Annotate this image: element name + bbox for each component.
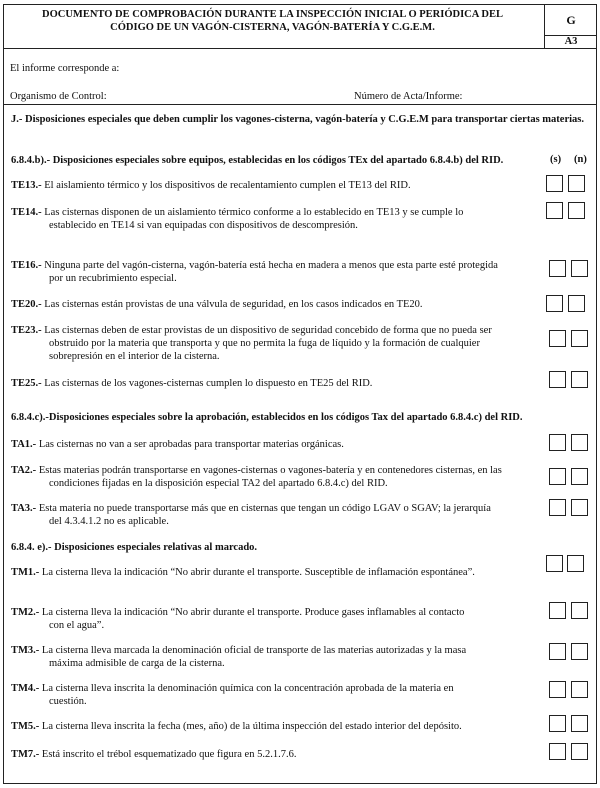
item-te25: TE25.- Las cisternas de los vagones-cisternas cumplen lo dispuesto en TE25 del RID. xyxy=(11,378,373,389)
checkbox-ta3-no[interactable] xyxy=(571,499,588,516)
checkbox-te25-yes[interactable] xyxy=(549,371,566,388)
checkbox-te20-no[interactable] xyxy=(568,295,585,312)
form-code-number: A3 xyxy=(564,36,578,47)
checkbox-tm7-yes[interactable] xyxy=(549,743,566,760)
checkbox-te25-no[interactable] xyxy=(571,371,588,388)
checkbox-tm2-yes[interactable] xyxy=(549,602,566,619)
checkbox-tm4-yes[interactable] xyxy=(549,681,566,698)
item-te23: TE23.- Las cisternas deben de estar provistas de un dispositivo de seguridad concebido de forma que no pueda ser obstruido por la materia que transporta y que no permita la fuga de líquido y la formación de cualquier sobrepresión en el interior de la cisterna. xyxy=(11,325,492,362)
form-code-box xyxy=(544,5,597,48)
item-tm4: TM4.- La cisterna lleva inscrita la denominación química con la concentración aprobada de la materia en cuestión. xyxy=(11,683,454,707)
report-label: El informe corresponde a: xyxy=(10,63,120,74)
checkbox-tm4-no[interactable] xyxy=(571,681,588,698)
control-organism-field[interactable]: Organismo de Control: xyxy=(10,91,107,102)
column-yes-header: (s) xyxy=(550,154,562,165)
checkbox-tm3-no[interactable] xyxy=(571,643,588,660)
checkbox-te16-yes[interactable] xyxy=(549,260,566,277)
subsection-c-title: 6.8.4.c).-Disposiciones especiales sobre la aprobación, establecidos en los códigos Tax del apartado 6.8.4.c) del RID. xyxy=(11,412,523,423)
divider xyxy=(4,104,596,105)
item-ta1: TA1.- Las cisternas no van a ser aprobadas para transportar materias orgánicas. xyxy=(11,439,344,450)
item-te14: TE14.- Las cisternas disponen de un aislamiento térmico conforme a lo establecido en TE13 y se cumple lo establecido en TE14 si van equipadas con dispositivos de descompresión. xyxy=(11,207,464,231)
subsection-e-title: 6.8.4. e).- Disposiciones especiales relativas al marcado. xyxy=(11,542,258,553)
item-te20: TE20.- Las cisternas están provistas de una válvula de seguridad, en los casos indicados en TE20. xyxy=(11,299,423,310)
checkbox-te14-yes[interactable] xyxy=(546,202,563,219)
report-fields-row xyxy=(4,91,596,104)
item-tm1: TM1.- La cisterna lleva la indicación “No abrir durante el transporte. Susceptible de inflamación espontánea”. xyxy=(11,567,475,578)
checkbox-te23-yes[interactable] xyxy=(549,330,566,347)
act-number-field[interactable]: Número de Acta/Informe: xyxy=(354,91,463,102)
checkbox-tm7-no[interactable] xyxy=(571,743,588,760)
checkbox-te20-yes[interactable] xyxy=(546,295,563,312)
column-no-header: (n) xyxy=(574,154,587,165)
form-title: DOCUMENTO DE COMPROBACIÓN DURANTE LA INSPECCIÓN INICIAL O PERIÓDICA DEL CÓDIGO DE UN VAGÓN-CISTERNA, VAGÓN-BATERÍA Y C.G.E.M. xyxy=(42,9,503,33)
form-header xyxy=(4,5,596,49)
checkbox-tm1-no[interactable] xyxy=(567,555,584,572)
checkbox-te13-yes[interactable] xyxy=(546,175,563,192)
checkbox-ta2-no[interactable] xyxy=(571,468,588,485)
checkbox-ta1-no[interactable] xyxy=(571,434,588,451)
checkbox-te13-no[interactable] xyxy=(568,175,585,192)
checkbox-tm1-yes[interactable] xyxy=(546,555,563,572)
inspection-form-page xyxy=(3,4,597,784)
checkbox-te14-no[interactable] xyxy=(568,202,585,219)
checkbox-te16-no[interactable] xyxy=(571,260,588,277)
checkbox-tm5-yes[interactable] xyxy=(549,715,566,732)
item-te13: TE13.- El aislamiento térmico y los dispositivos de recalentamiento cumplen el TE13 del RID. xyxy=(11,180,411,191)
checkbox-tm3-yes[interactable] xyxy=(549,643,566,660)
item-tm3: TM3.- La cisterna lleva marcada la denominación oficial de transporte de las materias autorizadas y la masa máxima admisible de carga de la cisterna. xyxy=(11,645,467,669)
checkbox-ta1-yes[interactable] xyxy=(549,434,566,451)
checkbox-tm2-no[interactable] xyxy=(571,602,588,619)
item-ta2: TA2.- Estas materias podrán transportarse en vagones-cisternas o vagones-batería y en contenedores cisternas, en las condiciones fijadas en la disposición especial TA2 del apartado 6.8.4.c) del RID. xyxy=(11,465,502,489)
checkbox-ta2-yes[interactable] xyxy=(549,468,566,485)
item-tm2: TM2.- La cisterna lleva la indicación “No abrir durante el transporte. Produce gases inflamables al contacto con el agua”. xyxy=(11,607,465,631)
item-te16: TE16.- Ninguna parte del vagón-cisterna, vagón-batería está hecha en madera a menos que esta parte esté protegida por un recubrimiento especial. xyxy=(11,260,498,284)
checkbox-ta3-yes[interactable] xyxy=(549,499,566,516)
checkbox-te23-no[interactable] xyxy=(571,330,588,347)
form-code-letter: G xyxy=(545,5,597,36)
checkbox-tm5-no[interactable] xyxy=(571,715,588,732)
item-tm7: TM7.- Está inscrito el trébol esquematizado que figura en 5.2.1.7.6. xyxy=(11,749,297,760)
item-ta3: TA3.- Esta materia no puede transportarse más que en cisternas que tengan un código LGAV o SGAV; la jerarquía del 4.3.4.1.2 no es aplicable. xyxy=(11,503,491,527)
subsection-b-title: 6.8.4.b).- Disposiciones especiales sobre equipos, establecidas en los códigos TEx del apartado 6.8.4.b) del RID. xyxy=(11,155,504,166)
item-tm5: TM5.- La cisterna lleva inscrita la fecha (mes, año) de la última inspección del estado interior del depósito. xyxy=(11,721,462,732)
section-j-title: J.- Disposiciones especiales que deben cumplir los vagones-cisterna, vagón-batería y C.G.E.M para transportar ciertas materias. xyxy=(11,114,584,125)
